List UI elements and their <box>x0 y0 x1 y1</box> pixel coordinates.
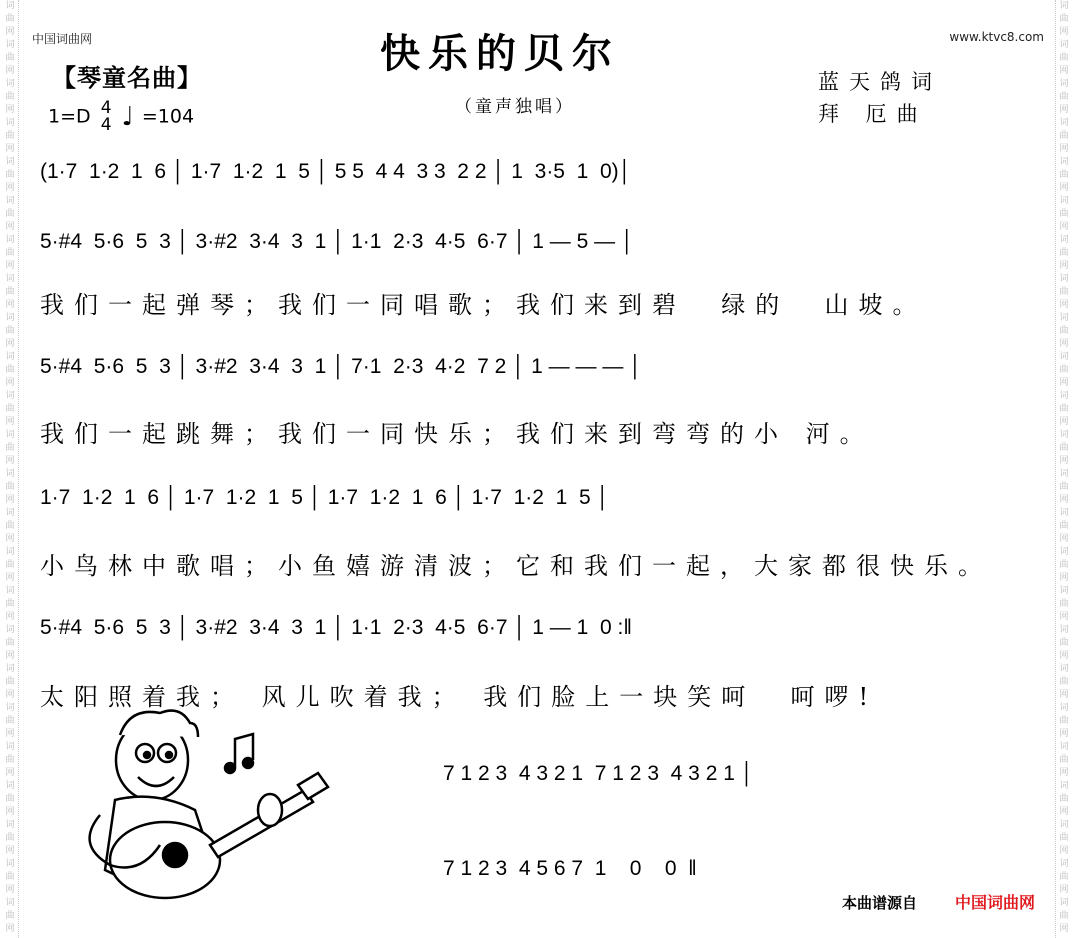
watermark-char: 网 <box>1059 339 1069 349</box>
watermark-char: 曲 <box>1059 404 1069 414</box>
watermark-char: 词 <box>1059 898 1069 908</box>
watermark-char: 词 <box>1059 859 1069 869</box>
watermark-char: 网 <box>5 573 15 583</box>
watermark-char: 词 <box>1059 586 1069 596</box>
lyric-line-3: 我们一起跳舞；我们一同快乐；我们来到弯弯的小 河。 <box>40 420 874 448</box>
category-badge: 【琴童名曲】 <box>52 63 202 92</box>
watermark-char: 网 <box>5 729 15 739</box>
watermark-char: 词 <box>5 469 15 479</box>
watermark-char: 曲 <box>5 131 15 141</box>
watermark-char: 曲 <box>5 521 15 531</box>
performance-subtitle: （童声独唱） <box>455 97 575 117</box>
watermark-char: 网 <box>1059 924 1069 934</box>
watermark-char: 网 <box>1059 729 1069 739</box>
quarter-note-icon: ♩ <box>121 102 134 132</box>
watermark-char: 词 <box>5 430 15 440</box>
composer-credit: 拜 厄曲 <box>818 102 928 126</box>
watermark-char: 网 <box>5 66 15 76</box>
watermark-char: 曲 <box>5 404 15 414</box>
watermark-char: 网 <box>5 924 15 934</box>
watermark-char: 词 <box>1059 118 1069 128</box>
watermark-char: 曲 <box>1059 755 1069 765</box>
watermark-char: 词 <box>5 742 15 752</box>
watermark-char: 网 <box>5 144 15 154</box>
watermark-char: 曲 <box>1059 326 1069 336</box>
watermark-char: 曲 <box>5 443 15 453</box>
time-signature <box>101 100 112 134</box>
watermark-char: 曲 <box>1059 482 1069 492</box>
watermark-char: 曲 <box>1059 794 1069 804</box>
watermark-char: 网 <box>1059 417 1069 427</box>
watermark-char: 曲 <box>5 14 15 24</box>
watermark-char: 词 <box>1059 40 1069 50</box>
watermark-char: 曲 <box>5 872 15 882</box>
watermark-char: 词 <box>5 391 15 401</box>
watermark-char: 曲 <box>5 716 15 726</box>
watermark-char: 曲 <box>1059 131 1069 141</box>
watermark-char: 词 <box>1059 820 1069 830</box>
watermark-char: 词 <box>5 196 15 206</box>
watermark-char: 词 <box>1059 391 1069 401</box>
watermark-char: 网 <box>1059 261 1069 271</box>
watermark-char: 词 <box>5 898 15 908</box>
score-line-7: 7 1 2 3 4 5 6 7 1 0 0 ‖ <box>443 857 697 880</box>
watermark-char: 词 <box>5 118 15 128</box>
watermark-char: 网 <box>5 27 15 37</box>
watermark-char: 曲 <box>1059 287 1069 297</box>
watermark-char: 曲 <box>1059 833 1069 843</box>
watermark-char: 曲 <box>1059 248 1069 258</box>
watermark-char: 网 <box>1059 651 1069 661</box>
watermark-char: 曲 <box>5 287 15 297</box>
watermark-char: 网 <box>5 846 15 856</box>
watermark-char: 网 <box>5 261 15 271</box>
watermark-char: 曲 <box>1059 716 1069 726</box>
watermark-char: 曲 <box>5 248 15 258</box>
watermark-char: 网 <box>1059 690 1069 700</box>
watermark-char: 词 <box>1059 79 1069 89</box>
watermark-char: 曲 <box>1059 14 1069 24</box>
watermark-char: 词 <box>5 235 15 245</box>
watermark-char: 曲 <box>5 482 15 492</box>
score-line-1: (1·7 1·2 1 6 │ 1·7 1·2 1 5 │ 5 5 4 4 3 3 2 2 │ 1 3·5 1 0)│ <box>40 160 632 183</box>
watermark-char: 词 <box>1059 508 1069 518</box>
watermark-char: 词 <box>1059 625 1069 635</box>
watermark-char: 曲 <box>1059 92 1069 102</box>
watermark-char: 网 <box>5 612 15 622</box>
watermark-char: 词 <box>5 274 15 284</box>
watermark-char: 词 <box>1059 274 1069 284</box>
site-url-right: www.ktvc8.com <box>949 30 1044 44</box>
watermark-char: 曲 <box>1059 638 1069 648</box>
time-signature-top: 4 <box>100 98 112 118</box>
watermark-char: 曲 <box>5 599 15 609</box>
watermark-char: 词 <box>1059 313 1069 323</box>
watermark-char: 曲 <box>1059 443 1069 453</box>
watermark-char: 曲 <box>5 170 15 180</box>
watermark-char: 词 <box>5 1 15 11</box>
watermark-char: 词 <box>1059 469 1069 479</box>
watermark-char: 词 <box>5 352 15 362</box>
watermark-char: 网 <box>1059 612 1069 622</box>
watermark-char: 网 <box>1059 300 1069 310</box>
watermark-char: 词 <box>5 508 15 518</box>
watermark-char: 曲 <box>1059 209 1069 219</box>
song-title: 快乐的贝尔 <box>380 30 620 77</box>
lyric-line-5: 太阳照着我； 风儿吹着我； 我们脸上一块笑呵 呵啰! <box>40 683 879 711</box>
watermark-char: 曲 <box>1059 365 1069 375</box>
watermark-char: 网 <box>1059 495 1069 505</box>
watermark-char: 网 <box>5 885 15 895</box>
watermark-char: 词 <box>5 664 15 674</box>
time-signature-bottom: 4 <box>100 115 112 135</box>
watermark-char: 词 <box>5 703 15 713</box>
watermark-char: 曲 <box>5 755 15 765</box>
watermark-char: 网 <box>5 378 15 388</box>
watermark-char: 曲 <box>5 911 15 921</box>
watermark-char: 网 <box>5 768 15 778</box>
watermark-char: 词 <box>5 625 15 635</box>
watermark-char: 曲 <box>5 209 15 219</box>
watermark-char: 词 <box>1059 196 1069 206</box>
watermark-char: 网 <box>5 339 15 349</box>
watermark-char: 曲 <box>5 53 15 63</box>
lyric-line-2: 我们一起弹琴；我们一同唱歌；我们来到碧 绿的 山坡。 <box>40 291 927 319</box>
watermark-char: 词 <box>1059 742 1069 752</box>
watermark-char: 网 <box>5 183 15 193</box>
boy-with-guitar-illustration <box>70 705 340 915</box>
key-tempo-line <box>48 100 194 134</box>
watermark-char: 网 <box>5 300 15 310</box>
watermark-char: 网 <box>1059 222 1069 232</box>
watermark-char: 网 <box>1059 105 1069 115</box>
watermark-char: 网 <box>1059 378 1069 388</box>
score-line-6: 7 1 2 3 4 3 2 1 7 1 2 3 4 3 2 1 │ <box>443 762 754 785</box>
watermark-char: 曲 <box>1059 53 1069 63</box>
watermark-char: 曲 <box>1059 170 1069 180</box>
watermark-char: 曲 <box>1059 911 1069 921</box>
watermark-char: 网 <box>5 105 15 115</box>
watermark-char: 网 <box>1059 885 1069 895</box>
watermark-char: 网 <box>1059 27 1069 37</box>
watermark-char: 网 <box>5 651 15 661</box>
watermark-char: 词 <box>5 820 15 830</box>
watermark-char: 词 <box>5 79 15 89</box>
watermark-char: 词 <box>1059 1 1069 11</box>
watermark-char: 网 <box>1059 144 1069 154</box>
site-name-left: 中国词曲网 <box>32 32 93 46</box>
score-line-4: 1·7 1·2 1 6 │ 1·7 1·2 1 5 │ 1·7 1·2 1 6 │ 1·7 1·2 1 5 │ <box>40 486 610 509</box>
watermark-char: 网 <box>5 495 15 505</box>
watermark-char: 曲 <box>5 92 15 102</box>
left-watermark-column <box>2 0 19 938</box>
score-line-2: 5·#4 5·6 5 3 │ 3·#2 3·4 3 1 │ 1·1 2·3 4·5 6·7 │ 1 — 5 — │ <box>40 230 635 253</box>
watermark-char: 词 <box>5 547 15 557</box>
watermark-char: 词 <box>1059 157 1069 167</box>
lyric-line-4: 小鸟林中歌唱；小鱼嬉游清波；它和我们一起，大家都很快乐。 <box>40 552 992 580</box>
watermark-char: 词 <box>5 313 15 323</box>
watermark-char: 网 <box>1059 534 1069 544</box>
score-line-5: 5·#4 5·6 5 3 │ 3·#2 3·4 3 1 │ 1·1 2·3 4·5 6·7 │ 1 — 1 0 :‖ <box>40 616 633 639</box>
watermark-char: 网 <box>1059 768 1069 778</box>
watermark-char: 网 <box>5 456 15 466</box>
lyricist-credit: 蓝天鸽词 <box>818 70 942 94</box>
watermark-char: 词 <box>1059 430 1069 440</box>
watermark-char: 曲 <box>5 833 15 843</box>
watermark-char: 词 <box>1059 547 1069 557</box>
watermark-char: 曲 <box>5 326 15 336</box>
watermark-char: 词 <box>1059 703 1069 713</box>
watermark-char: 曲 <box>5 794 15 804</box>
watermark-char: 网 <box>1059 573 1069 583</box>
watermark-char: 曲 <box>1059 560 1069 570</box>
source-brand-link[interactable]: 中国词曲网 <box>955 893 1036 912</box>
watermark-char: 曲 <box>1059 521 1069 531</box>
watermark-char: 网 <box>5 417 15 427</box>
watermark-char: 词 <box>5 157 15 167</box>
watermark-char: 曲 <box>1059 599 1069 609</box>
watermark-char: 曲 <box>1059 872 1069 882</box>
watermark-char: 网 <box>5 534 15 544</box>
watermark-char: 网 <box>1059 183 1069 193</box>
right-watermark-column <box>1055 0 1072 938</box>
watermark-char: 词 <box>1059 352 1069 362</box>
watermark-char: 曲 <box>5 638 15 648</box>
watermark-char: 词 <box>5 40 15 50</box>
watermark-char: 网 <box>5 807 15 817</box>
score-line-3: 5·#4 5·6 5 3 │ 3·#2 3·4 3 1 │ 7·1 2·3 4·2 7 2 │ 1 — — — │ <box>40 355 643 378</box>
tempo-value: =104 <box>141 105 195 128</box>
watermark-char: 网 <box>1059 807 1069 817</box>
watermark-char: 词 <box>1059 664 1069 674</box>
watermark-char: 网 <box>5 222 15 232</box>
key-signature: 1=D <box>48 105 91 128</box>
watermark-char: 曲 <box>1059 677 1069 687</box>
watermark-char: 网 <box>1059 66 1069 76</box>
source-label: 本曲谱源自 <box>842 894 918 912</box>
watermark-char: 词 <box>1059 781 1069 791</box>
watermark-char: 曲 <box>5 677 15 687</box>
watermark-char: 词 <box>5 859 15 869</box>
watermark-char: 曲 <box>5 560 15 570</box>
watermark-char: 网 <box>1059 456 1069 466</box>
watermark-char: 网 <box>1059 846 1069 856</box>
watermark-char: 词 <box>5 586 15 596</box>
watermark-char: 网 <box>5 690 15 700</box>
watermark-char: 曲 <box>5 365 15 375</box>
watermark-char: 词 <box>5 781 15 791</box>
watermark-char: 词 <box>1059 235 1069 245</box>
